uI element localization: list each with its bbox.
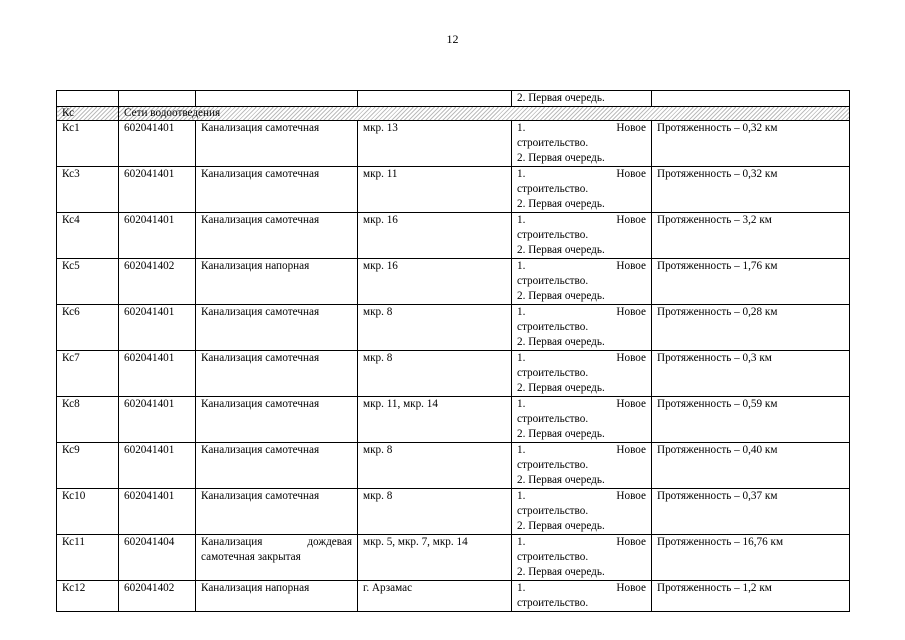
object-name: Канализация самотечная: [196, 397, 358, 443]
stage-queue: 2. Первая очередь.: [517, 336, 605, 348]
stage-cell: [512, 489, 652, 535]
stage-number: 1.: [517, 122, 526, 134]
object-code: 602041404: [119, 535, 196, 581]
stage-queue: 2. Первая очередь.: [517, 520, 605, 532]
object-name: Канализация самотечная: [196, 443, 358, 489]
stage-type: Новое: [616, 398, 646, 410]
object-id: Кс11: [57, 535, 119, 581]
stage-queue: 2. Первая очередь.: [517, 244, 605, 256]
object-name: Канализация самотечная: [196, 213, 358, 259]
object-description: Протяженность – 3,2 км: [652, 213, 850, 259]
stage-queue: 2. Первая очередь.: [517, 152, 605, 164]
stage-type-cont: строительство.: [517, 321, 589, 333]
stage-queue: 2. Первая очередь.: [517, 382, 605, 394]
object-location: мкр. 8: [358, 351, 512, 397]
table-row: [57, 167, 850, 213]
stage-cell: [512, 213, 652, 259]
stage-type-cont: строительство.: [517, 551, 589, 563]
stage-type: Новое: [616, 122, 646, 134]
object-id: Кс4: [57, 213, 119, 259]
object-id: Кс12: [57, 581, 119, 612]
object-location: г. Арзамас: [358, 581, 512, 612]
stage-type: Новое: [616, 168, 646, 180]
continuation-row: [57, 91, 850, 107]
stage-number: 1.: [517, 214, 526, 226]
object-name: Канализация самотечная: [196, 489, 358, 535]
stage-cell: [512, 259, 652, 305]
table-row: [57, 259, 850, 305]
stage-type-cont: строительство.: [517, 183, 589, 195]
stage-cell: [512, 581, 652, 612]
object-code: 602041401: [119, 121, 196, 167]
stage-cell: [512, 121, 652, 167]
object-id: Кс10: [57, 489, 119, 535]
object-description: Протяженность – 0,37 км: [652, 489, 850, 535]
object-description: Протяженность – 0,32 км: [652, 167, 850, 213]
object-id: Кс6: [57, 305, 119, 351]
table-row: [57, 535, 850, 581]
stage-type: Новое: [616, 260, 646, 272]
stage-queue: 2. Первая очередь.: [517, 290, 605, 302]
stage-type-cont: строительство.: [517, 597, 589, 609]
object-name: Канализация самотечная: [196, 305, 358, 351]
stage-number: 1.: [517, 582, 526, 594]
object-code: 602041401: [119, 351, 196, 397]
stage-queue: 2. Первая очередь.: [517, 474, 605, 486]
object-location: мкр. 11, мкр. 14: [358, 397, 512, 443]
table-row: [57, 213, 850, 259]
table-row: [57, 581, 850, 612]
object-location: мкр. 16: [358, 213, 512, 259]
object-location: мкр. 5, мкр. 7, мкр. 14: [358, 535, 512, 581]
object-location: мкр. 13: [358, 121, 512, 167]
table-row: [57, 121, 850, 167]
stage-cell: [512, 351, 652, 397]
stage-number: 1.: [517, 168, 526, 180]
object-code: 602041402: [119, 581, 196, 612]
stage-queue: 2. Первая очередь.: [517, 566, 605, 578]
stage-type-cont: строительство.: [517, 137, 589, 149]
object-description: Протяженность – 0,28 км: [652, 305, 850, 351]
object-id: Кс5: [57, 259, 119, 305]
table-row: [57, 397, 850, 443]
object-code: 602041401: [119, 213, 196, 259]
table-row: [57, 351, 850, 397]
stage-type-cont: строительство.: [517, 275, 589, 287]
stage-type-cont: строительство.: [517, 505, 589, 517]
table-cell: [358, 91, 512, 107]
object-location: мкр. 8: [358, 443, 512, 489]
table-row: [57, 305, 850, 351]
object-name: Канализация самотечная: [196, 167, 358, 213]
object-name: Канализация напорная: [196, 581, 358, 612]
section-code: Кс: [57, 107, 119, 121]
table-row: [57, 489, 850, 535]
stage-type: Новое: [616, 536, 646, 548]
stage-cell: [512, 305, 652, 351]
object-code: 602041401: [119, 443, 196, 489]
stage-queue: 2. Первая очередь.: [517, 198, 605, 210]
object-description: Протяженность – 1,2 км: [652, 581, 850, 612]
object-location: мкр. 11: [358, 167, 512, 213]
stage-type: Новое: [616, 444, 646, 456]
stage-type-cont: строительство.: [517, 367, 589, 379]
stage-type: Новое: [616, 214, 646, 226]
section-title: Сети водоотведения: [119, 107, 850, 121]
stage-number: 1.: [517, 398, 526, 410]
page-number: 12: [446, 32, 459, 46]
object-id: Кс8: [57, 397, 119, 443]
object-code: 602041401: [119, 489, 196, 535]
section-header-row: [57, 107, 850, 121]
stage-number: 1.: [517, 490, 526, 502]
stage-type: Новое: [616, 306, 646, 318]
object-name: Канализация напорная: [196, 259, 358, 305]
table-cell: [119, 91, 196, 107]
stage-cell: [512, 443, 652, 489]
object-name: Канализация самотечная: [196, 351, 358, 397]
object-location: мкр. 8: [358, 489, 512, 535]
object-name: Канализация самотечная: [196, 121, 358, 167]
object-description: Протяженность – 1,76 км: [652, 259, 850, 305]
object-name: Канализация дождевая самотечная закрытая: [196, 535, 358, 581]
object-description: Протяженность – 0,3 км: [652, 351, 850, 397]
stage-cell: [512, 397, 652, 443]
object-description: Протяженность – 0,32 км: [652, 121, 850, 167]
object-description: Протяженность – 16,76 км: [652, 535, 850, 581]
stage-number: 1.: [517, 536, 526, 548]
object-location: мкр. 8: [358, 305, 512, 351]
object-id: Кс3: [57, 167, 119, 213]
stage-number: 1.: [517, 260, 526, 272]
table-cell: [196, 91, 358, 107]
stage-type-cont: строительство.: [517, 413, 589, 425]
object-code: 602041401: [119, 167, 196, 213]
stage-type-cont: строительство.: [517, 459, 589, 471]
object-id: Кс9: [57, 443, 119, 489]
table-cell: [652, 91, 850, 107]
table-row: [57, 443, 850, 489]
object-code: 602041401: [119, 397, 196, 443]
object-id: Кс1: [57, 121, 119, 167]
stage-cell: 2. Первая очередь.: [512, 91, 652, 107]
object-id: Кс7: [57, 351, 119, 397]
stage-type: Новое: [616, 582, 646, 594]
table-cell: [57, 91, 119, 107]
stage-number: 1.: [517, 352, 526, 364]
sewerage-networks-table: [56, 90, 850, 612]
object-code: 602041401: [119, 305, 196, 351]
stage-type-cont: строительство.: [517, 229, 589, 241]
object-description: Протяженность – 0,59 км: [652, 397, 850, 443]
stage-cell: [512, 535, 652, 581]
stage-type: Новое: [616, 490, 646, 502]
stage-number: 1.: [517, 306, 526, 318]
stage-queue: 2. Первая очередь.: [517, 428, 605, 440]
stage-type: Новое: [616, 352, 646, 364]
object-description: Протяженность – 0,40 км: [652, 443, 850, 489]
stage-cell: [512, 167, 652, 213]
object-code: 602041402: [119, 259, 196, 305]
object-location: мкр. 16: [358, 259, 512, 305]
stage-number: 1.: [517, 444, 526, 456]
